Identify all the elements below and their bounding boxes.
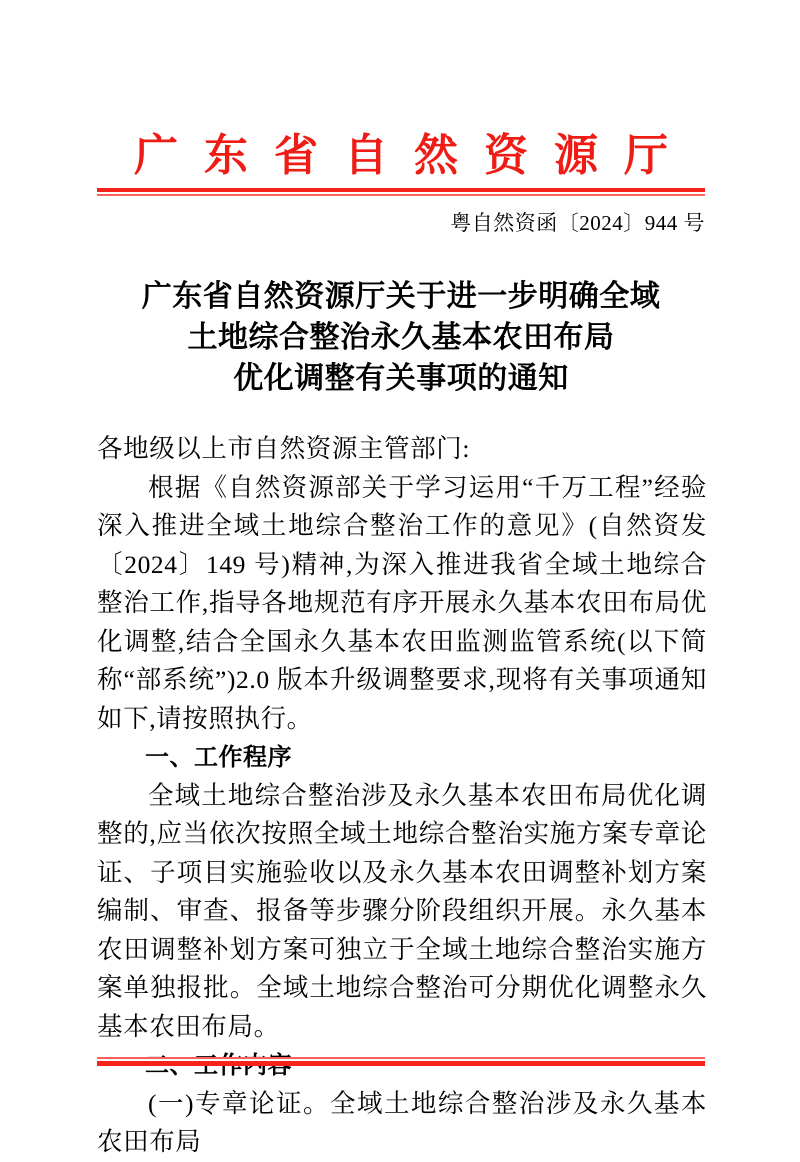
footer-red-rule: [97, 1057, 705, 1066]
masthead-rule-thin: [97, 194, 705, 196]
section-heading-1: 一、工作程序: [145, 743, 292, 771]
masthead: [97, 133, 705, 179]
document-title-line-1: 广东省自然资源厅关于进一步明确全域: [141, 280, 661, 313]
body-paragraph-2: 全域土地综合整治涉及永久基本农田布局优化调整的,应当依次按照全域土地综合整治实施方案专章论证、子项目实施验收以及永久基本农田调整补划方案编制、审查、报备等步骤分阶段组织开展。永久基本农田调整补划方案可独立于全域土地综合整治实施方案单独报批。全域土地综合整治可分期优化调整永久基本农田布局。: [97, 780, 707, 1041]
document-serial-number: 粤自然资函〔2024〕944 号: [450, 211, 705, 235]
masthead-red-rule: [97, 188, 705, 196]
issuing-agency-title: 广东省自然资源厅: [134, 131, 694, 180]
document-title-line-2: 土地综合整治永久基本农田布局: [187, 321, 615, 354]
document-body: [97, 430, 707, 1162]
document-title-line-3: 优化调整有关事项的通知: [233, 362, 569, 395]
salutation: 各地级以上市自然资源主管部门:: [97, 434, 471, 463]
body-paragraph-1: 根据《自然资源部关于学习运用“千万工程”经验 深入推进全域土地综合整治工作的意见》(自然资发〔2024〕149 号)精神,为深入推进我省全域土地综合整治工作,指导各地规范有序开展永久基本农田布局优化调整,结合全国永久基本农田监测监管系统(以下简称“部系统”)2.0 版本升级调整要求,现将有关事项通知如下,请按照执行。: [97, 472, 707, 733]
body-paragraph-3: (一)专章论证。全域土地综合整治涉及永久基本农田布局: [97, 1088, 707, 1156]
footer-rule-thick: [97, 1061, 705, 1066]
document-title: [97, 276, 705, 399]
